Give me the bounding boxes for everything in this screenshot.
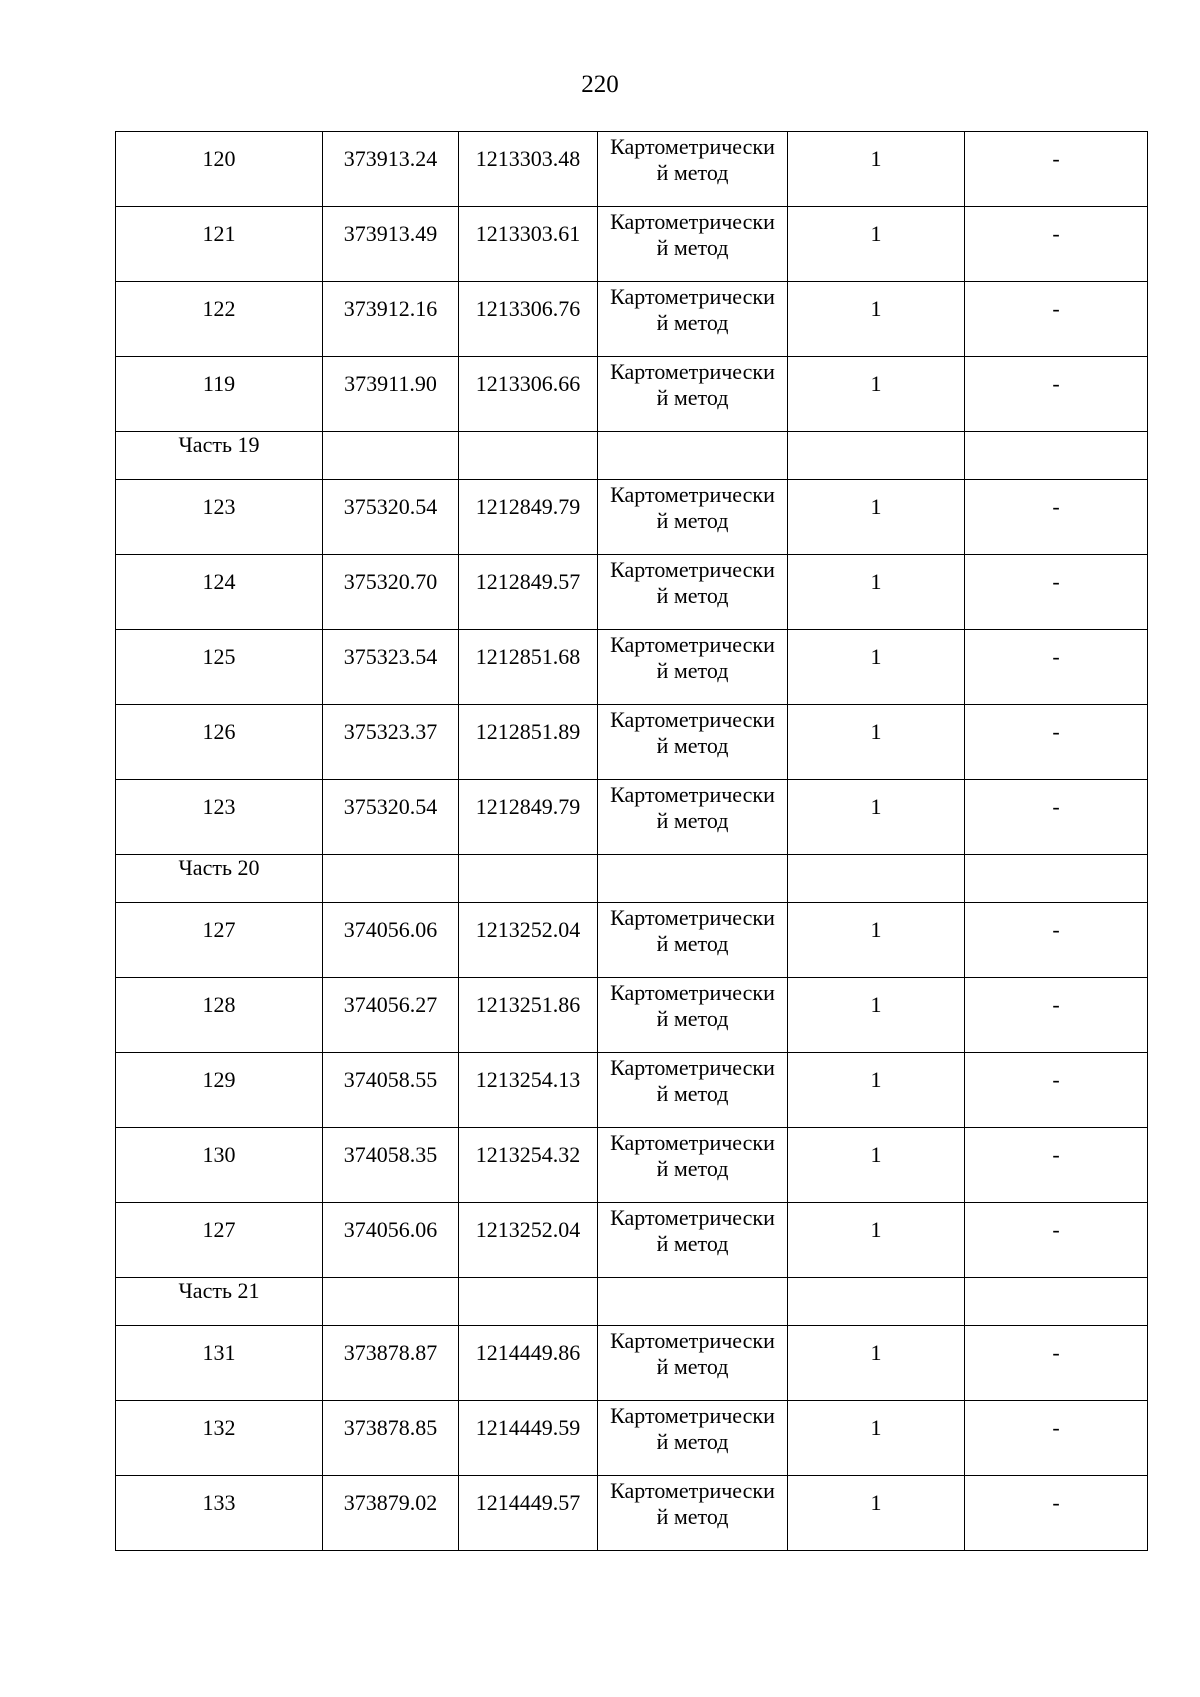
- empty-cell: [965, 432, 1148, 480]
- method-text-line-1: Картометрически: [610, 359, 775, 384]
- empty-cell: [598, 855, 788, 903]
- x-coordinate-cell: 373913.24: [323, 132, 459, 207]
- y-coordinate-cell: 1213306.66: [459, 357, 598, 432]
- accuracy-cell: 1: [788, 705, 965, 780]
- part-label: Часть 20: [116, 855, 323, 903]
- empty-cell: [459, 855, 598, 903]
- method-text-line-2: й метод: [656, 508, 729, 533]
- y-coordinate-cell: 1213252.04: [459, 1203, 598, 1278]
- method-text-line-1: Картометрически: [610, 209, 775, 234]
- accuracy-cell: 1: [788, 357, 965, 432]
- accuracy-cell: 1: [788, 780, 965, 855]
- method-text-line-1: Картометрически: [610, 284, 775, 309]
- empty-cell: [965, 855, 1148, 903]
- part-header-row: [116, 855, 1148, 903]
- accuracy-cell: 1: [788, 1053, 965, 1128]
- table-row: [116, 978, 1148, 1053]
- empty-cell: [323, 855, 459, 903]
- method-text-line-2: й метод: [656, 808, 729, 833]
- note-cell: -: [965, 1053, 1148, 1128]
- y-coordinate-cell: 1213303.48: [459, 132, 598, 207]
- table-row: [116, 555, 1148, 630]
- y-coordinate-cell: 1212851.89: [459, 705, 598, 780]
- accuracy-cell: 1: [788, 207, 965, 282]
- table-row: [116, 357, 1148, 432]
- note-cell: -: [965, 1401, 1148, 1476]
- point-number-cell: 131: [116, 1326, 323, 1401]
- y-coordinate-cell: 1213306.76: [459, 282, 598, 357]
- accuracy-cell: 1: [788, 132, 965, 207]
- method-text-line-2: й метод: [656, 235, 729, 260]
- method-cell: [598, 1476, 788, 1551]
- x-coordinate-cell: 373878.87: [323, 1326, 459, 1401]
- note-cell: -: [965, 132, 1148, 207]
- method-text-line-2: й метод: [656, 583, 729, 608]
- x-coordinate-cell: 374058.35: [323, 1128, 459, 1203]
- part-label: Часть 21: [116, 1278, 323, 1326]
- y-coordinate-cell: 1213303.61: [459, 207, 598, 282]
- x-coordinate-cell: 374056.06: [323, 903, 459, 978]
- point-number-cell: 132: [116, 1401, 323, 1476]
- point-number-cell: 127: [116, 903, 323, 978]
- accuracy-cell: 1: [788, 1128, 965, 1203]
- x-coordinate-cell: 375320.70: [323, 555, 459, 630]
- method-text-line-2: й метод: [656, 1504, 729, 1529]
- x-coordinate-cell: 375323.37: [323, 705, 459, 780]
- note-cell: -: [965, 1128, 1148, 1203]
- note-cell: -: [965, 630, 1148, 705]
- method-text-line-2: й метод: [656, 733, 729, 758]
- note-cell: -: [965, 1203, 1148, 1278]
- x-coordinate-cell: 374058.55: [323, 1053, 459, 1128]
- point-number-cell: 124: [116, 555, 323, 630]
- part-header-row: [116, 432, 1148, 480]
- method-cell: [598, 630, 788, 705]
- accuracy-cell: 1: [788, 1203, 965, 1278]
- empty-cell: [598, 1278, 788, 1326]
- point-number-cell: 122: [116, 282, 323, 357]
- point-number-cell: 120: [116, 132, 323, 207]
- note-cell: -: [965, 555, 1148, 630]
- table-row: [116, 1476, 1148, 1551]
- method-text-line-1: Картометрически: [610, 1478, 775, 1503]
- part-label: Часть 19: [116, 432, 323, 480]
- note-cell: -: [965, 1326, 1148, 1401]
- note-cell: -: [965, 357, 1148, 432]
- x-coordinate-cell: 373913.49: [323, 207, 459, 282]
- empty-cell: [459, 1278, 598, 1326]
- method-text-line-1: Картометрически: [610, 1328, 775, 1353]
- accuracy-cell: 1: [788, 555, 965, 630]
- method-cell: [598, 132, 788, 207]
- empty-cell: [788, 1278, 965, 1326]
- note-cell: -: [965, 780, 1148, 855]
- method-text-line-2: й метод: [656, 1156, 729, 1181]
- method-text-line-2: й метод: [656, 931, 729, 956]
- empty-cell: [323, 432, 459, 480]
- x-coordinate-cell: 374056.27: [323, 978, 459, 1053]
- table-row: [116, 1128, 1148, 1203]
- table-row: [116, 1326, 1148, 1401]
- accuracy-cell: 1: [788, 480, 965, 555]
- y-coordinate-cell: 1212849.57: [459, 555, 598, 630]
- y-coordinate-cell: 1214449.86: [459, 1326, 598, 1401]
- point-number-cell: 127: [116, 1203, 323, 1278]
- note-cell: -: [965, 903, 1148, 978]
- coordinates-table-body: [116, 132, 1148, 1551]
- x-coordinate-cell: 375323.54: [323, 630, 459, 705]
- page-number: 220: [581, 71, 619, 98]
- y-coordinate-cell: 1213252.04: [459, 903, 598, 978]
- method-text-line-2: й метод: [656, 1354, 729, 1379]
- y-coordinate-cell: 1213254.32: [459, 1128, 598, 1203]
- accuracy-cell: 1: [788, 903, 965, 978]
- empty-cell: [598, 432, 788, 480]
- accuracy-cell: 1: [788, 1476, 965, 1551]
- note-cell: -: [965, 207, 1148, 282]
- method-cell: [598, 555, 788, 630]
- y-coordinate-cell: 1213254.13: [459, 1053, 598, 1128]
- x-coordinate-cell: 375320.54: [323, 480, 459, 555]
- point-number-cell: 128: [116, 978, 323, 1053]
- method-text-line-1: Картометрически: [610, 1055, 775, 1080]
- method-text-line-2: й метод: [656, 160, 729, 185]
- table-row: [116, 780, 1148, 855]
- method-text-line-2: й метод: [656, 1006, 729, 1031]
- method-cell: [598, 480, 788, 555]
- table-row: [116, 207, 1148, 282]
- method-text-line-1: Картометрически: [610, 1130, 775, 1155]
- table-row: [116, 705, 1148, 780]
- method-text-line-2: й метод: [656, 1081, 729, 1106]
- method-cell: [598, 978, 788, 1053]
- x-coordinate-cell: 373879.02: [323, 1476, 459, 1551]
- y-coordinate-cell: 1214449.59: [459, 1401, 598, 1476]
- point-number-cell: 125: [116, 630, 323, 705]
- note-cell: -: [965, 1476, 1148, 1551]
- point-number-cell: 133: [116, 1476, 323, 1551]
- method-cell: [598, 903, 788, 978]
- empty-cell: [323, 1278, 459, 1326]
- method-cell: [598, 780, 788, 855]
- x-coordinate-cell: 375320.54: [323, 780, 459, 855]
- method-cell: [598, 1203, 788, 1278]
- table-row: [116, 1203, 1148, 1278]
- method-text-line-1: Картометрически: [610, 1205, 775, 1230]
- method-text-line-1: Картометрически: [610, 632, 775, 657]
- method-text-line-2: й метод: [656, 1429, 729, 1454]
- empty-cell: [788, 432, 965, 480]
- method-text-line-1: Картометрически: [610, 557, 775, 582]
- x-coordinate-cell: 373878.85: [323, 1401, 459, 1476]
- empty-cell: [965, 1278, 1148, 1326]
- y-coordinate-cell: 1212851.68: [459, 630, 598, 705]
- method-cell: [598, 1128, 788, 1203]
- table-row: [116, 480, 1148, 555]
- note-cell: -: [965, 282, 1148, 357]
- note-cell: -: [965, 705, 1148, 780]
- method-cell: [598, 282, 788, 357]
- table-row: [116, 903, 1148, 978]
- point-number-cell: 123: [116, 480, 323, 555]
- table-row: [116, 1053, 1148, 1128]
- note-cell: -: [965, 480, 1148, 555]
- table-row: [116, 1401, 1148, 1476]
- y-coordinate-cell: 1212849.79: [459, 780, 598, 855]
- method-cell: [598, 1053, 788, 1128]
- y-coordinate-cell: 1212849.79: [459, 480, 598, 555]
- accuracy-cell: 1: [788, 1401, 965, 1476]
- accuracy-cell: 1: [788, 1326, 965, 1401]
- table-row: [116, 630, 1148, 705]
- method-cell: [598, 705, 788, 780]
- table-row: [116, 132, 1148, 207]
- method-text-line-1: Картометрически: [610, 134, 775, 159]
- method-text-line-2: й метод: [656, 385, 729, 410]
- method-text-line-2: й метод: [656, 1231, 729, 1256]
- method-text-line-1: Картометрически: [610, 482, 775, 507]
- point-number-cell: 126: [116, 705, 323, 780]
- accuracy-cell: 1: [788, 630, 965, 705]
- method-text-line-2: й метод: [656, 658, 729, 683]
- method-text-line-2: й метод: [656, 310, 729, 335]
- point-number-cell: 123: [116, 780, 323, 855]
- method-text-line-1: Картометрически: [610, 1403, 775, 1428]
- coordinates-table: [115, 131, 1148, 1551]
- note-cell: -: [965, 978, 1148, 1053]
- method-cell: [598, 207, 788, 282]
- method-text-line-1: Картометрически: [610, 980, 775, 1005]
- point-number-cell: 130: [116, 1128, 323, 1203]
- x-coordinate-cell: 373912.16: [323, 282, 459, 357]
- point-number-cell: 121: [116, 207, 323, 282]
- method-text-line-1: Картометрически: [610, 782, 775, 807]
- x-coordinate-cell: 373911.90: [323, 357, 459, 432]
- method-text-line-1: Картометрически: [610, 707, 775, 732]
- y-coordinate-cell: 1213251.86: [459, 978, 598, 1053]
- empty-cell: [788, 855, 965, 903]
- part-header-row: [116, 1278, 1148, 1326]
- point-number-cell: 119: [116, 357, 323, 432]
- method-cell: [598, 1401, 788, 1476]
- accuracy-cell: 1: [788, 978, 965, 1053]
- table-row: [116, 282, 1148, 357]
- method-cell: [598, 357, 788, 432]
- y-coordinate-cell: 1214449.57: [459, 1476, 598, 1551]
- point-number-cell: 129: [116, 1053, 323, 1128]
- method-text-line-1: Картометрически: [610, 905, 775, 930]
- method-cell: [598, 1326, 788, 1401]
- empty-cell: [459, 432, 598, 480]
- x-coordinate-cell: 374056.06: [323, 1203, 459, 1278]
- accuracy-cell: 1: [788, 282, 965, 357]
